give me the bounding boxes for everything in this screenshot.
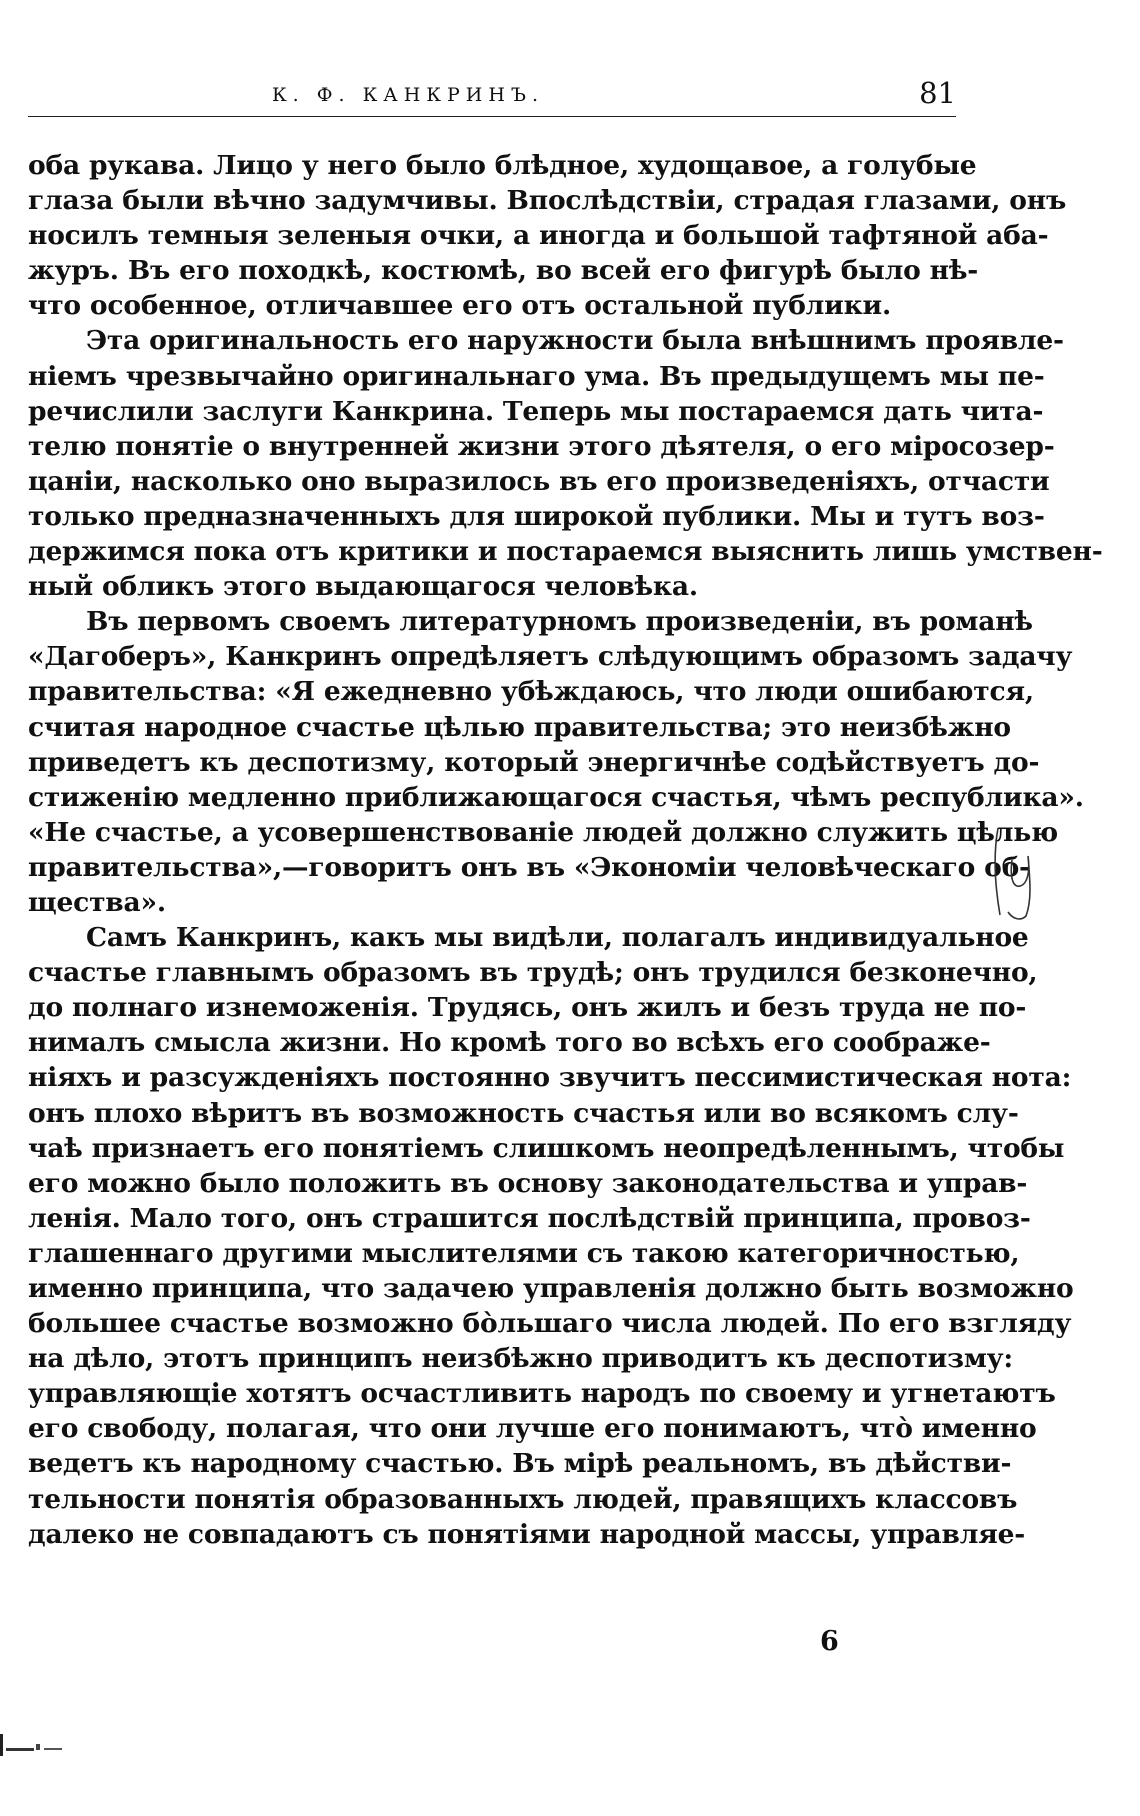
text-line: ніемъ чрезвычайно оригинальнаго ума. Въ предыдущемъ мы пе- (28, 360, 1045, 392)
text-line: нималъ смысла жизни. Но кромѣ того во всѣхъ его соображе- (28, 1027, 991, 1059)
text-line: что особенное, отличавшее его отъ остальной публики. (28, 290, 892, 322)
text-line: счастье главнымъ образомъ въ трудѣ; онъ трудился безконечно, (28, 957, 1038, 989)
running-title: К. Ф. КАНКРИНЪ. (271, 84, 545, 106)
text-line: его свободу, полагая, что они лучше его понимаютъ, что̀ именно (28, 1413, 1037, 1445)
header-rule (28, 116, 956, 117)
text-line: правительства: «Я ежедневно убѣждаюсь, что люди ошибаются, (28, 676, 1034, 708)
text-line: речислили заслуги Канкрина. Теперь мы постараемся дать чита- (28, 395, 1044, 427)
text-line: только предназначенныхъ для широкой публики. Мы и тутъ воз- (28, 500, 1045, 532)
body-text (28, 148, 1103, 1552)
text-line: щества». (28, 886, 166, 918)
text-line: ведетъ къ народному счастью. Въ мірѣ реальномъ, въ дѣйстви- (28, 1448, 1012, 1480)
text-line: носилъ темныя зеленыя очки, а иногда и большой тафтяной аба- (28, 220, 1049, 252)
page-number: 81 (919, 76, 956, 110)
text-line: Самъ Канкринъ, какъ мы видѣли, полагалъ индивидуальное (86, 922, 1029, 954)
text-line: стиженію медленно приближающагося счастья, чѣмъ республика». (28, 781, 1084, 813)
text-line: «Дагоберъ», Канкринъ опредѣляетъ слѣдующимъ образомъ задачу (28, 641, 1073, 673)
text-line: управляющіе хотятъ осчастливить народъ по своему и угнетаютъ (28, 1378, 1056, 1410)
handwritten-margin-mark (990, 820, 1050, 930)
text-line: считая народное счастье цѣлью правительства; это неизбѣжно (28, 711, 1011, 743)
text-line: чаѣ признаетъ его понятіемъ слишкомъ неопредѣленнымъ, чтобы (28, 1132, 1065, 1164)
text-line: журъ. Въ его походкѣ, костюмѣ, во всей его фигурѣ было нѣ- (28, 255, 979, 287)
text-line: именно принципа, что задачею управленія должно быть возможно (28, 1273, 1074, 1304)
text-line: глаза были вѣчно задумчивы. Впослѣдствіи, страдая глазами, онъ (28, 185, 1067, 217)
text-line: «Не счастье, а усовершенствованіе людей должно служить цѣлью (28, 816, 1058, 848)
page-header (28, 72, 956, 112)
text-line: ленія. Мало того, онъ страшится послѣдствій принципа, провоз- (28, 1202, 1031, 1234)
text-line: ный обликъ этого выдающагося человѣка. (28, 571, 698, 603)
text-line: телю понятіе о внутренней жизни этого дѣятеля, о его міросозер- (28, 430, 1055, 462)
text-line: далеко не совпадаютъ съ понятіями народной массы, управляе- (28, 1518, 1026, 1550)
text-line: тельности понятія образованныхъ людей, правящихъ классовъ (28, 1483, 1018, 1515)
text-line: правительства»,—говоритъ онъ въ «Экономіи человѣческаго об- (28, 851, 1030, 883)
text-line: Въ первомъ своемъ литературномъ произведеніи, въ романѣ (86, 606, 1033, 638)
text-line: до полнаго изнеможенія. Трудясь, онъ жилъ и безъ труда не по- (28, 992, 1027, 1024)
text-line: глашеннаго другими мыслителями съ такою категоричностью, (28, 1237, 1020, 1269)
text-line: Эта оригинальность его наружности была внѣшнимъ проявле- (86, 325, 1064, 357)
text-line: держимся пока отъ критики и постараемся выяснить лишь умствен- (28, 536, 1103, 568)
text-line: оба рукава. Лицо у него было блѣдное, худощавое, а голубые (28, 150, 977, 181)
text-line: онъ плохо вѣритъ въ возможность счастья или во всякомъ слу- (28, 1097, 1019, 1129)
text-line: его можно было положить въ основу законодательства и управ- (28, 1167, 1028, 1199)
scan-edge-mark (0, 1730, 70, 1760)
text-line: приведетъ къ деспотизму, который энергичнѣе содѣйствуетъ до- (28, 746, 1040, 778)
text-line: цаніи, насколько оно выразилось въ его произведеніяхъ, отчасти (28, 465, 1050, 497)
signature-number: 6 (820, 1626, 839, 1657)
text-line: ніяхъ и разсужденіяхъ постоянно звучитъ пессимистическая нота: (28, 1062, 1072, 1094)
text-line: на дѣло, этотъ принципъ неизбѣжно приводитъ къ деспотизму: (28, 1343, 1013, 1375)
text-line: большее счастье возможно бо̀льшаго числа людей. По его взгляду (28, 1308, 1072, 1340)
